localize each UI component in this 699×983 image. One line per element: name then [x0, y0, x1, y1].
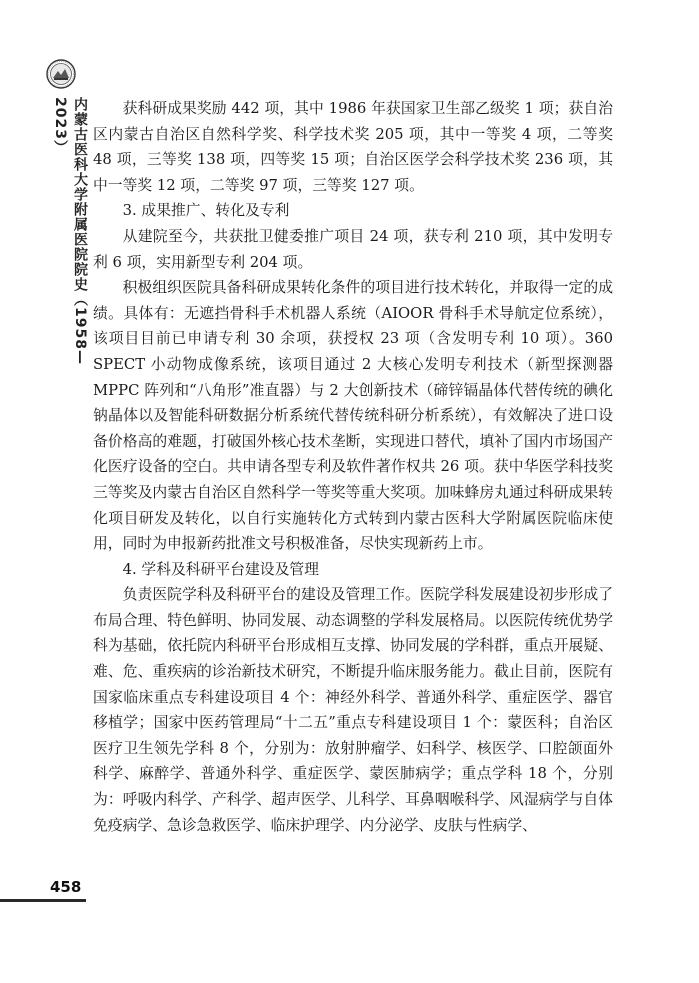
paragraph-disciplines: 负责医院学科及科研平台的建设及管理工作。医院学科发展建设初步形成了布局合理、特色鲜明、协同发展、动态调整的学科发展格局。以医院传统优势学科为基础，依托院内科研平台形成相互支撑、协同发展的学科群，重点开展疑、难、危、重疾病的诊治新技术研究，不断提升临床服务能力。截止目前，医院有国家临床重点专科建设项目 4 个：神经外科学、普通外科学、重症医学、器官移植学；国家中医药管理局“十二五”重点专科建设项目 1 个：蒙医科；自治区医疗卫生领先学科 8 个，分别为：放射肿瘤学、妇科学、核医学、口腔颌面外科学、麻醉学、普通外科学、重症医学、蒙医肺病学；重点学科 18 个，分别为：呼吸内科学、产科学、超声医学、儿科学、耳鼻咽喉科学、风湿病学与自体免疫病学、急诊急救医学、临床护理学、内分泌学、皮肤与性病学、 — [93, 586, 613, 834]
page-number: 458 — [50, 878, 82, 896]
sidebar — [40, 55, 88, 375]
page-number-rule — [0, 899, 86, 902]
hospital-emblem-icon — [46, 59, 76, 89]
section-heading-patents: 3. 成果推广、转化及专利 — [122, 202, 290, 220]
paragraph-awards: 获科研成果奖励 442 项，其中 1986 年获国家卫生部乙级奖 1 项；获自治区内蒙古自治区自然科学奖、科学技术奖 205 项，其中一等奖 4 项，二等奖 48 项，三等奖 138 项，四等奖 15 项；自治区医学会科学技术奖 236 项，其中一等奖 12 项，二等奖 97 项，三等奖 127 项。 — [93, 100, 613, 194]
book-title-vertical: 内蒙古医科大学附属医院院史（1958—2023） — [52, 97, 88, 365]
body-text — [93, 96, 613, 838]
paragraph-patents: 从建院至今，共获批卫健委推广项目 24 项，获专利 210 项，其中发明专利 6 项，实用新型专利 204 项。 — [93, 227, 613, 271]
section-heading-disciplines: 4. 学科及科研平台建设及管理 — [122, 560, 319, 578]
paragraph-transfer: 积极组织医院具备科研成果转化条件的项目进行技术转化，并取得一定的成绩。具体有：无遮挡骨科手术机器人系统（AIOOR 骨科手术导航定位系统），该项目目前已申请专利 30 余项，获授权 23 项（含发明专利 10 项）。360 SPECT 小动物成像系统，该项目通过 2 大核心发明专利技术（新型探测器 MPPC 阵列和“八角形”准直器）与 2 大创新技术（碲锌镉晶体代替传统的碘化钠晶体以及智能科研数据分析系统代替传统科研分析系统），有效解决了进口设备价格高的难题，打破国外核心技术垄断，实现进口替代，填补了国内市场国产化医疗设备的空白。共申请各型专利及软件著作权共 26 项。获中华医学科技奖三等奖及内蒙古自治区自然科学一等奖等重大奖项。加味蜂房丸通过科研成果转化项目研发及转化，以自行实施转化方式转到内蒙古医科大学附属医院临床使用，同时为申报新药批准文号积极准备，尽快实现新药上市。 — [93, 279, 613, 553]
